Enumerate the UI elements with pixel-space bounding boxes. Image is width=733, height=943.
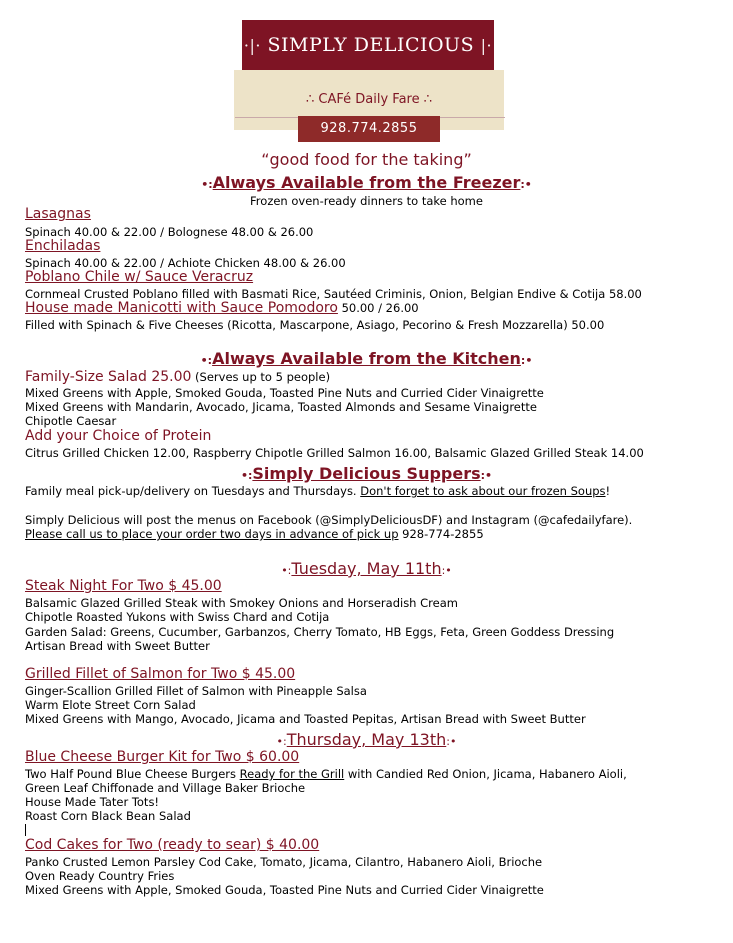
item-line: Two Half Pound Blue Cheese Burgers Ready for the Grill with Candied Red Onion, Jicama, Habanero Aioli, — [25, 767, 627, 781]
ornament-icon: :• — [446, 735, 457, 748]
ornament-icon: ∴ — [423, 92, 433, 107]
item-heading-lasagnas: Lasagnas — [25, 206, 91, 222]
item-line: Chipotle Roasted Yukons with Swiss Chard and Cotija — [25, 610, 330, 624]
item-line: Warm Elote Street Corn Salad — [25, 698, 196, 712]
item-line: Ginger-Scallion Grilled Fillet of Salmon with Pineapple Salsa — [25, 684, 367, 698]
section-title-suppers: •:Simply Delicious Suppers:• — [240, 464, 493, 483]
item-line: Balsamic Glazed Grilled Steak with Smokey Onions and Horseradish Cream — [25, 596, 458, 610]
item-line: Mixed Greens with Apple, Smoked Gouda, Toasted Pine Nuts and Curried Cider Vinaigrette — [25, 883, 544, 897]
ornament-icon: :• — [520, 354, 533, 367]
section-subtitle: Frozen oven-ready dinners to take home — [250, 194, 483, 208]
ornament-icon: •: — [281, 564, 292, 577]
item-line: Garden Salad: Greens, Cucumber, Garbanzos, Cherry Tomato, HB Eggs, Feta, Green Goddess Dressing — [25, 625, 615, 639]
item-line: Mixed Greens with Apple, Smoked Gouda, Toasted Pine Nuts and Curried Cider Vinaigrette — [25, 386, 544, 400]
item-heading-salad: Family-Size Salad 25.00 (Serves up to 5 people) — [25, 369, 331, 385]
item-line: Panko Crusted Lemon Parsley Cod Cake, Tomato, Jicama, Cilantro, Habanero Aioli, Brioche — [25, 855, 543, 869]
item-heading-steak: Steak Night For Two $ 45.00 — [25, 578, 222, 594]
phone-number[interactable]: 928.774.2855 — [298, 116, 440, 142]
item-heading-manicotti: House made Manicotti with Sauce Pomodoro 50.00 / 26.00 — [25, 300, 419, 316]
item-line: Chipotle Caesar — [25, 414, 117, 428]
day-title-thursday: •:Thursday, May 13th:• — [276, 730, 457, 749]
item-line: Spinach 40.00 & 22.00 / Achiote Chicken 48.00 & 26.00 — [25, 256, 346, 270]
item-line: Filled with Spinach & Five Cheeses (Ricotta, Mascarpone, Asiago, Pecorino & Fresh Mozzarella) 50.00 — [25, 318, 605, 332]
item-heading-cod: Cod Cakes for Two (ready to sear) $ 40.00 — [25, 837, 320, 853]
item-heading-burger: Blue Cheese Burger Kit for Two $ 60.00 — [25, 749, 300, 765]
ornament-icon: :• — [480, 469, 493, 482]
suppers-line: Please call us to place your order two days in advance of pick up 928-774-2855 — [25, 527, 484, 541]
text-cursor — [25, 824, 26, 836]
item-line: Artisan Bread with Sweet Butter — [25, 639, 210, 653]
item-line: Roast Corn Black Bean Salad — [25, 809, 191, 823]
item-line: Green Leaf Chiffonade and Village Baker Brioche — [25, 781, 306, 795]
ornament-icon: •: — [201, 178, 213, 191]
item-line: House Made Tater Tots! — [25, 795, 160, 809]
ornament-icon: :• — [441, 564, 452, 577]
item-heading-protein: Add your Choice of Protein — [25, 428, 212, 444]
logo-ornament-icon: ·|· — [243, 36, 261, 55]
logo-subtitle: ∴ CAFé Daily Fare ∴ — [305, 92, 433, 107]
item-line: Mixed Greens with Mandarin, Avocado, Jicama, Toasted Almonds and Sesame Vinaigrette — [25, 400, 537, 414]
ornament-icon: •: — [276, 735, 287, 748]
logo — [234, 20, 504, 113]
section-title-freezer: •:Always Available from the Freezer:• — [201, 173, 532, 192]
logo-title: ·|· SIMPLY DELICIOUS |· — [243, 34, 493, 56]
item-heading-enchiladas: Enchiladas — [25, 238, 101, 254]
section-title-kitchen: •:Always Available from the Kitchen:• — [200, 349, 533, 368]
item-heading-poblano: Poblano Chile w/ Sauce Veracruz — [25, 269, 254, 285]
logo-ornament-icon: |· — [480, 36, 493, 55]
ornament-icon: :• — [520, 178, 532, 191]
suppers-line: Family meal pick-up/delivery on Tuesdays and Thursdays. Don't forget to ask about our frozen Soups! — [25, 484, 611, 498]
item-line: Spinach 40.00 & 22.00 / Bolognese 48.00 & 26.00 — [25, 225, 314, 239]
item-line: Oven Ready Country Fries — [25, 869, 175, 883]
suppers-line: Simply Delicious will post the menus on Facebook (@SimplyDeliciousDF) and Instagram (@cafedailyfare). — [25, 513, 633, 527]
ornament-icon: ∴ — [305, 92, 315, 107]
tagline: “good food for the taking” — [261, 150, 472, 169]
ornament-icon: •: — [200, 354, 213, 367]
item-line: Mixed Greens with Mango, Avocado, Jicama and Toasted Pepitas, Artisan Bread with Sweet Butter — [25, 712, 586, 726]
day-title-tuesday: •:Tuesday, May 11th:• — [281, 559, 452, 578]
item-heading-salmon: Grilled Fillet of Salmon for Two $ 45.00 — [25, 666, 296, 682]
item-line: Cornmeal Crusted Poblano filled with Basmati Rice, Sautéed Criminis, Onion, Belgian Endive & Cotija 58.00 — [25, 287, 642, 301]
item-line: Citrus Grilled Chicken 12.00, Raspberry Chipotle Grilled Salmon 16.00, Balsamic Glazed Grilled Steak 14.00 — [25, 446, 644, 460]
ornament-icon: •: — [240, 469, 253, 482]
